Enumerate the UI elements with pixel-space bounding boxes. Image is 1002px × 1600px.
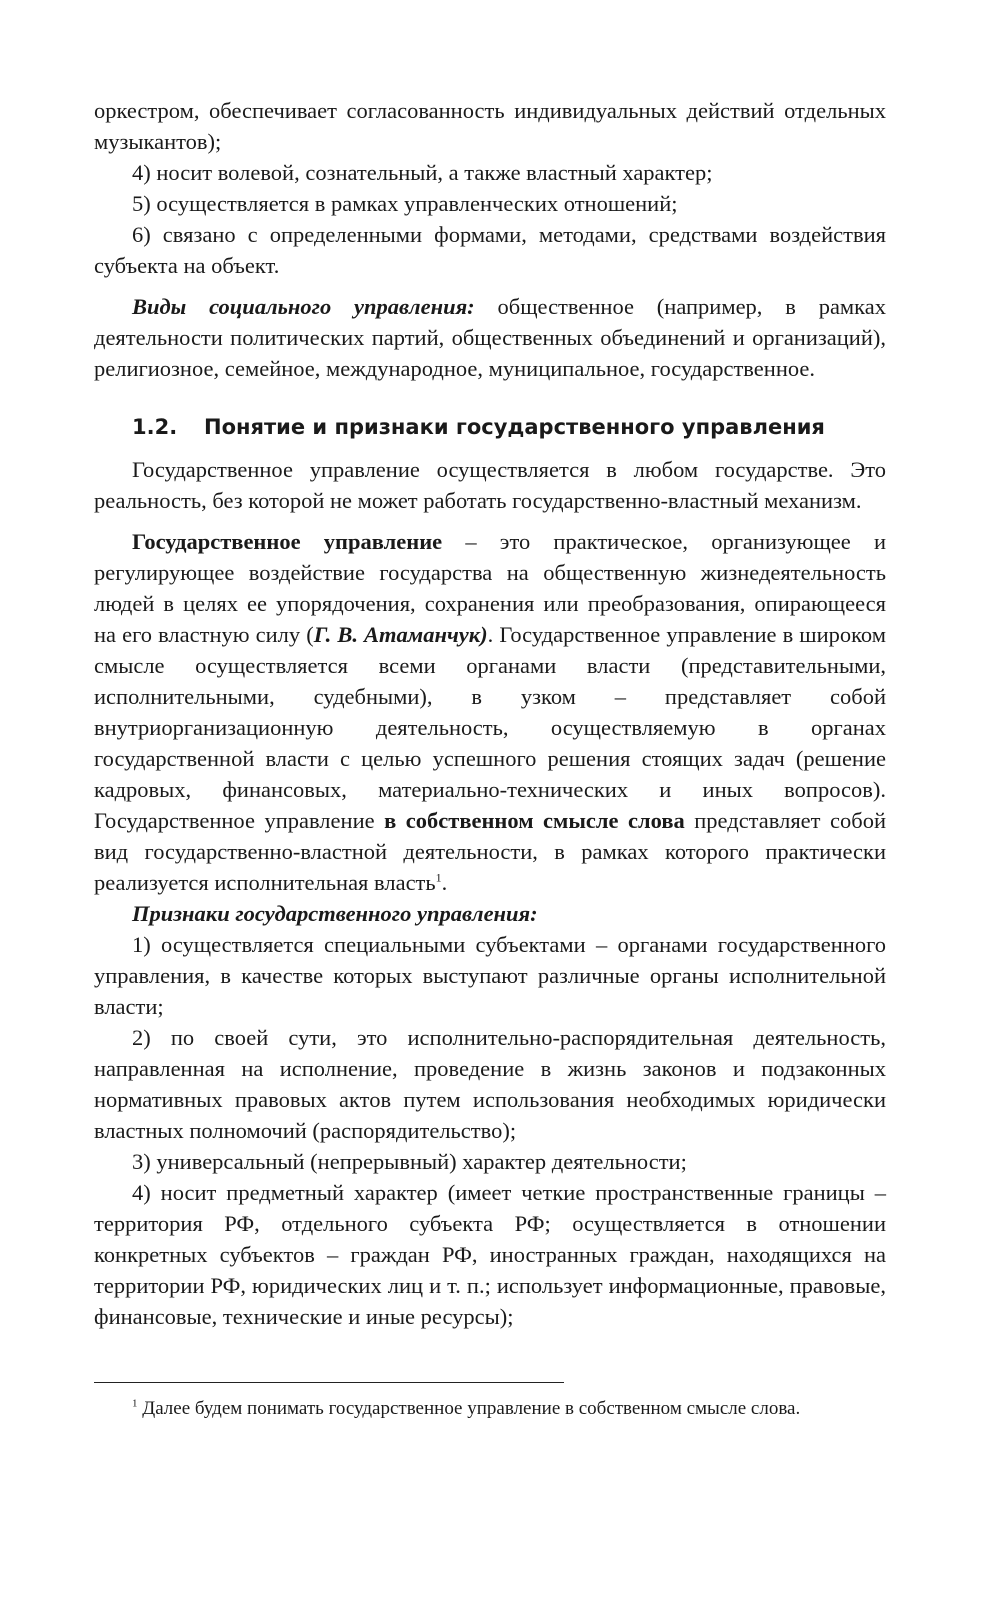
definition-text: . — [441, 870, 448, 895]
definition-text: – это практическое, организующее и регулирующее воздействие государства на общественную жизнедеятельность людей в целях ее упорядочения, сохранения или преобразования, опирающееся на его властную силу ( — [94, 529, 886, 647]
definition-author: Г. В. Атаманчук) — [313, 622, 488, 647]
section-heading — [94, 412, 886, 442]
definition-text: представляет собой вид государственно-властной деятельности, в рамках которого практически реализуется исполнительная власть — [94, 808, 886, 895]
paragraph: Государственное управление осуществляется в любом государстве. Это реальность, без которой не может работать государственно-властный механизм. — [94, 457, 886, 513]
footnote-reference[interactable]: 1 — [435, 870, 442, 885]
list-item: 3) универсальный (непрерывный) характер деятельности; — [132, 1149, 687, 1174]
list-item: 5) осуществляется в рамках управленческих отношений; — [132, 191, 678, 216]
definition-term: Государственное управление — [132, 529, 443, 554]
section-number: 1.2. — [132, 415, 178, 439]
kinds-label: Виды социального управления: — [132, 294, 475, 319]
definition-text: . Государственное управление в широком смысле осуществляется всеми органами власти (представительными, исполнительными, судебными), в узком – представляет собой внутриорганизационную деятельность, осуществляемую в органах государственной власти с целью успешного решения стоящих задач (решение кадровых, финансовых, материально-технических и иных вопросов). Государственное управление — [94, 622, 886, 833]
list-item: 6) связано с определенными формами, методами, средствами воздействия субъекта на объект. — [94, 222, 886, 278]
kinds-text: общественное (например, в рамках деятельности политических партий, общественных объединений и организаций), религиозное, семейное, международное, муниципальное, государственное. — [94, 294, 886, 381]
list-item: 4) носит предметный характер (имеет четкие пространственные границы – территория РФ, отдельного субъекта РФ; осуществляется в отношении конкретных субъектов – граждан РФ, иностранных граждан, находящихся на территории РФ, юридических лиц и т. п.; использует информационные, правовые, финансовые, технические и иные ресурсы); — [94, 1180, 886, 1329]
definition-paragraph — [94, 526, 886, 898]
list-item: 1) осуществляется специальными субъектами – органами государственного управления, в качестве которых выступают различные органы исполнительной власти; — [94, 932, 886, 1019]
section-title: Понятие и признаки государственного управления — [204, 415, 825, 439]
page-body — [94, 95, 886, 1332]
intro-continuation: оркестром, обеспечивает согласованность индивидуальных действий отдельных музыкантов); — [94, 98, 886, 154]
footnote — [94, 1394, 886, 1423]
list-item: 4) носит волевой, сознательный, а также властный характер; — [132, 160, 713, 185]
footnote-text: Далее будем понимать государственное управление в собственном смысле слова. — [137, 1398, 801, 1419]
footnote-mark: 1 — [132, 1397, 138, 1410]
definition-bold-phrase: в собственном смысле слова — [384, 808, 685, 833]
features-label: Признаки государственного управления: — [132, 901, 538, 926]
kinds-paragraph — [94, 291, 886, 384]
list-item: 2) по своей сути, это исполнительно-распорядительная деятельность, направленная на исполнение, проведение в жизнь законов и подзаконных нормативных правовых актов путем использования необходимых юридически властных полномочий (распорядительство); — [94, 1025, 886, 1143]
footnote-divider — [94, 1382, 564, 1383]
